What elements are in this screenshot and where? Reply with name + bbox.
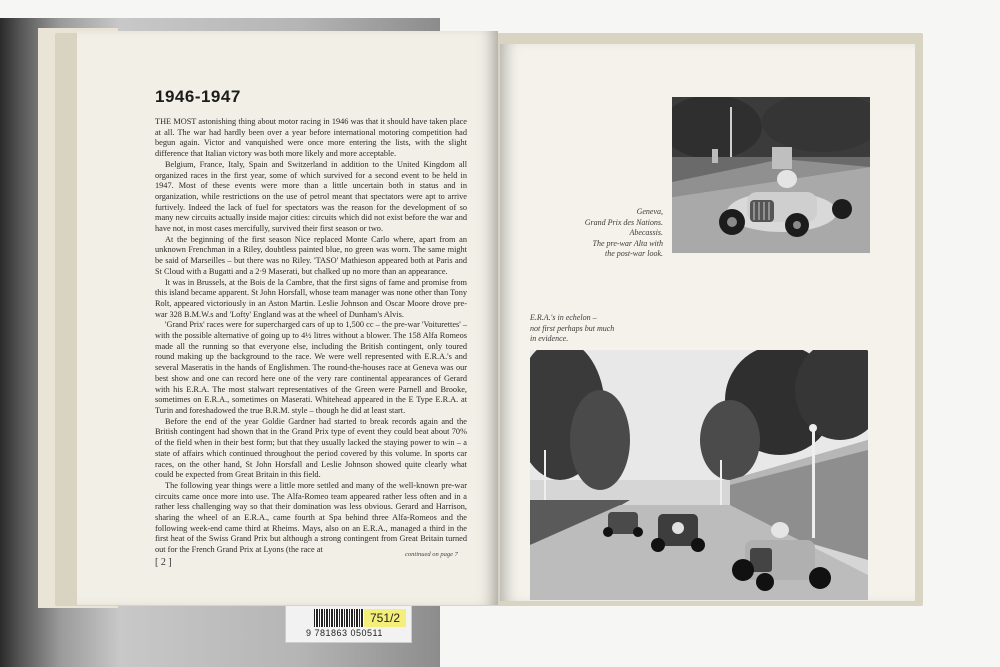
paragraph: THE MOST astonishing thing about motor racing in 1946 was that it should have taken place at all. The war had hardly been over a year before international motoring competition had begun again. Victor and vanquished were once more entering the lists, with the slight difference that Italian victory was both more likely and more acceptable. [155, 117, 467, 159]
photo-era-race-cars [530, 350, 868, 600]
paragraph: It was in Brussels, at the Bois de la Cambre, that the first signs of fame and promise from this island became apparent. St John Horsfall, whose team manager was none other than Tony Rolt, appeared victoriously in an Aston Martin. Leslie Johnson and Oscar Moore drove pre-war 328 B.M.W.s and 'Lofty' England was at the wheel of Dunham's Alvis. [155, 277, 467, 319]
caption-era [530, 313, 690, 345]
barcode [314, 609, 364, 627]
paragraph: The following year things were a little more settled and many of the well-known pre-war circuits came once more into use. The Alfa-Romeo team appeared rather less often and in a rather less challenging way so that their domination was less obvious. Gerard and Harrison, sharing the wheel of an E.R.A., came fourth at Spa behind three Alfa-Romeos and the following week-end came third at Rheims. Mays, also on an E.R.A., managed a third in the first heat of the Swiss Grand Prix but although a strong contingent from Great Britain turned out for the French Grand Prix at Lyons (the race at [155, 480, 467, 555]
paragraph: 'Grand Prix' races were for supercharged cars of up to 1,500 cc – the pre-war 'Voiturettes' – with the possible alternative of going up to 4½ litres without a blower. The 158 Alfa Romeos made all the running so that everyone else, including the British contingent, only toured round making up the background to the race. We were well represented with E.R.A.'s and several Maseratis in the hands of Englishmen. The round-the-houses race at Geneva was our best show and one can record here one of the very rare continental appearances of Gerard with his E.R.A. The most stalwart representatives of the Green were Parnell and Brooke, sometimes on E.R.A., sometimes on Maserati. Whitehead appeared in the E Type E.R.A. at Turin and foreshadowed the true B.R.M. style – though he did at least start. [155, 320, 467, 415]
continued-note: continued on page 7 [405, 551, 458, 558]
caption-line: Abecassis. [629, 228, 663, 237]
caption-line: Grand Prix des Nations. [584, 217, 663, 227]
caption-line: in evidence. [530, 334, 569, 343]
isbn-digits: 9 781863 050511 [306, 628, 383, 638]
isbn-sticker: 751/2 [364, 609, 406, 627]
chapter-title: 1946-1947 [155, 87, 241, 106]
caption-line: the post-war look. [605, 249, 663, 258]
caption-line: The pre-war Alta with [592, 238, 663, 248]
caption-line: E.R.A.'s in echelon – [530, 313, 597, 322]
caption-geneva [535, 207, 663, 260]
caption-line: Geneva, [636, 207, 663, 216]
caption-line: not first perhaps but much [530, 323, 615, 333]
paragraph: At the beginning of the first season Nice replaced Monte Carlo where, apart from an unknown Frenchman in a Riley, doubtless painted blue, no green was worn. The same might be said of Marseilles – but there was no Riley. 'TASO' Mathieson appeared both at Paris and St Cloud with a Bugatti and a 2·9 Maserati, but chalked up no more than an appearance. [155, 234, 467, 276]
isbn-label [285, 605, 412, 643]
page-number: [ 2 ] [155, 557, 172, 568]
paragraph: Belgium, France, Italy, Spain and Switzerland in addition to the United Kingdom all organized races in the first year, some of which survived for a second event to be held in 1947. Most of these events were more than a little uncertain both in status and in organization, while restrictions on the use of petrol meant that spectators were apt to arrive furtively. Indeed the lack of fuel for spectators was the reason for the development of so many new circuits actually inside major cities: circuits which did not exist before the war and have not, in most cases mercifully, survived their first season or two. [155, 159, 467, 234]
photo-alta-race-car [672, 97, 870, 253]
paragraph: Before the end of the year Goldie Gardner had started to break records again and the British contingent had shown that in the Grand Prix type of event they could beat about 70% of the field when in their best form; but that they usually lacked the staying power to win – a state of affairs which continued throughout the period covered by this volume. In sports car races, on the other hand, St John Horsfall and Leslie Johnson showed quite clearly what could be expected from Great Britain in this field. [155, 416, 467, 480]
body-text [155, 117, 467, 560]
